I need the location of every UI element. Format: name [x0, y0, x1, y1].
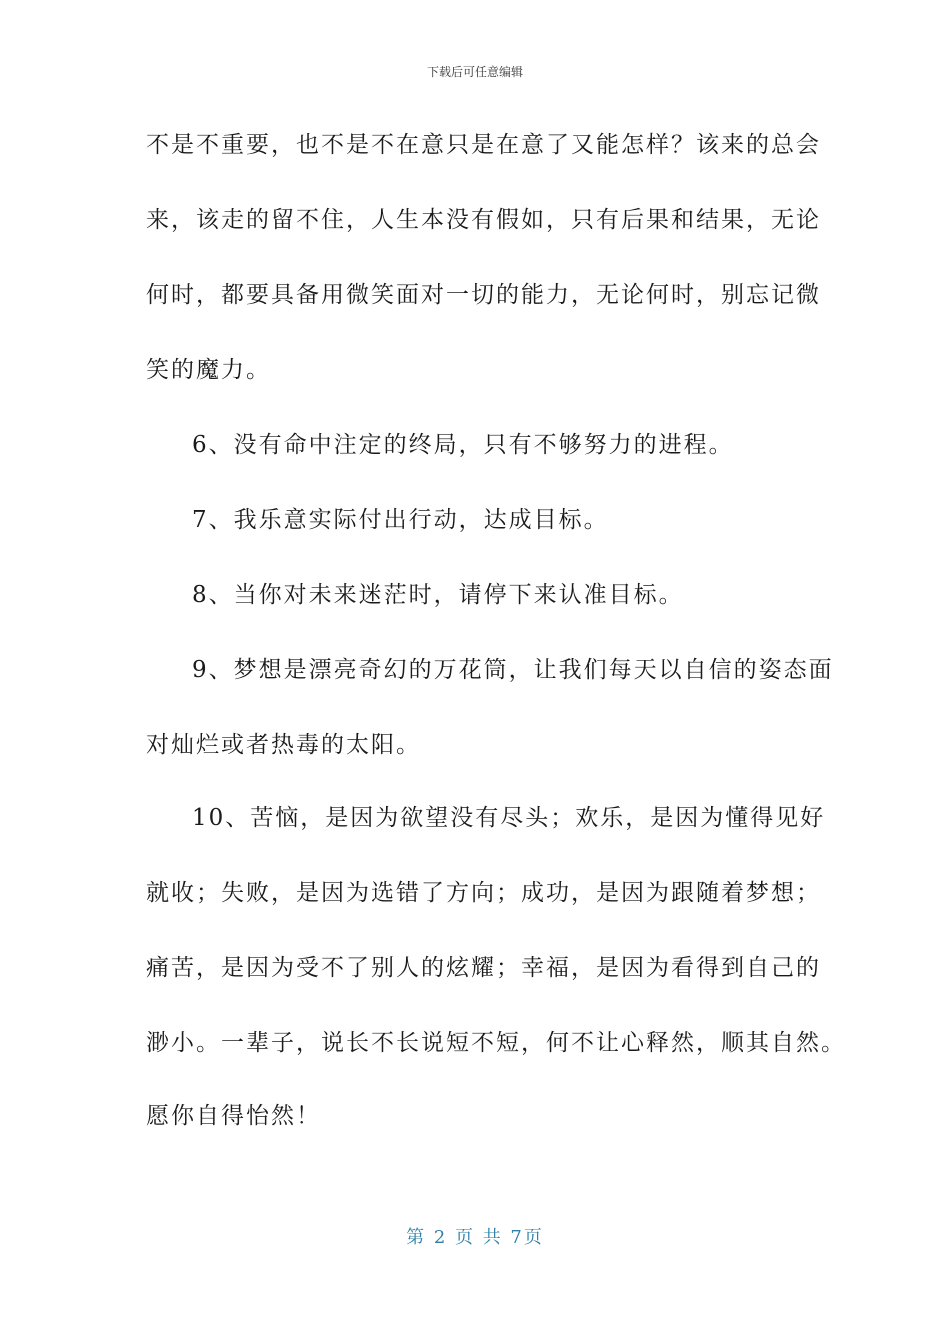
paragraph-line: 笑的魔力。: [146, 357, 271, 383]
list-item-8: 8、当你对未来迷茫时，请停下来认准目标。: [192, 582, 684, 608]
page-header: 下载后可任意编辑: [426, 65, 523, 79]
paragraph-line: 何时，都要具备用微笑面对一切的能力，无论何时，别忘记微: [146, 282, 821, 308]
list-item-7: 7、我乐意实际付出行动，达成目标。: [192, 507, 609, 533]
paragraph-line: 就收；失败，是因为选错了方向；成功，是因为跟随着梦想；: [146, 880, 821, 906]
paragraph-line: 不是不重要，也不是不在意只是在意了又能怎样？该来的总会: [146, 132, 821, 158]
paragraph-line: 对灿烂或者热毒的太阳。: [146, 732, 421, 758]
list-item-9: 9、梦想是漂亮奇幻的万花筒，让我们每天以自信的姿态面: [192, 657, 834, 683]
paragraph-line: 愿你自得怡然！: [146, 1103, 321, 1129]
list-item-6: 6、没有命中注定的终局，只有不够努力的进程。: [192, 432, 734, 458]
page-number-footer: 第 2 页 共 7页: [406, 1227, 544, 1248]
paragraph-line: 渺小。一辈子，说长不长说短不短，何不让心释然，顺其自然。: [146, 1030, 846, 1056]
list-item-10: 10、苦恼，是因为欲望没有尽头；欢乐，是因为懂得见好: [192, 805, 826, 831]
paragraph-line: 痛苦，是因为受不了别人的炫耀；幸福，是因为看得到自己的: [146, 955, 821, 981]
paragraph-line: 来，该走的留不住，人生本没有假如，只有后果和结果，无论: [146, 207, 821, 233]
